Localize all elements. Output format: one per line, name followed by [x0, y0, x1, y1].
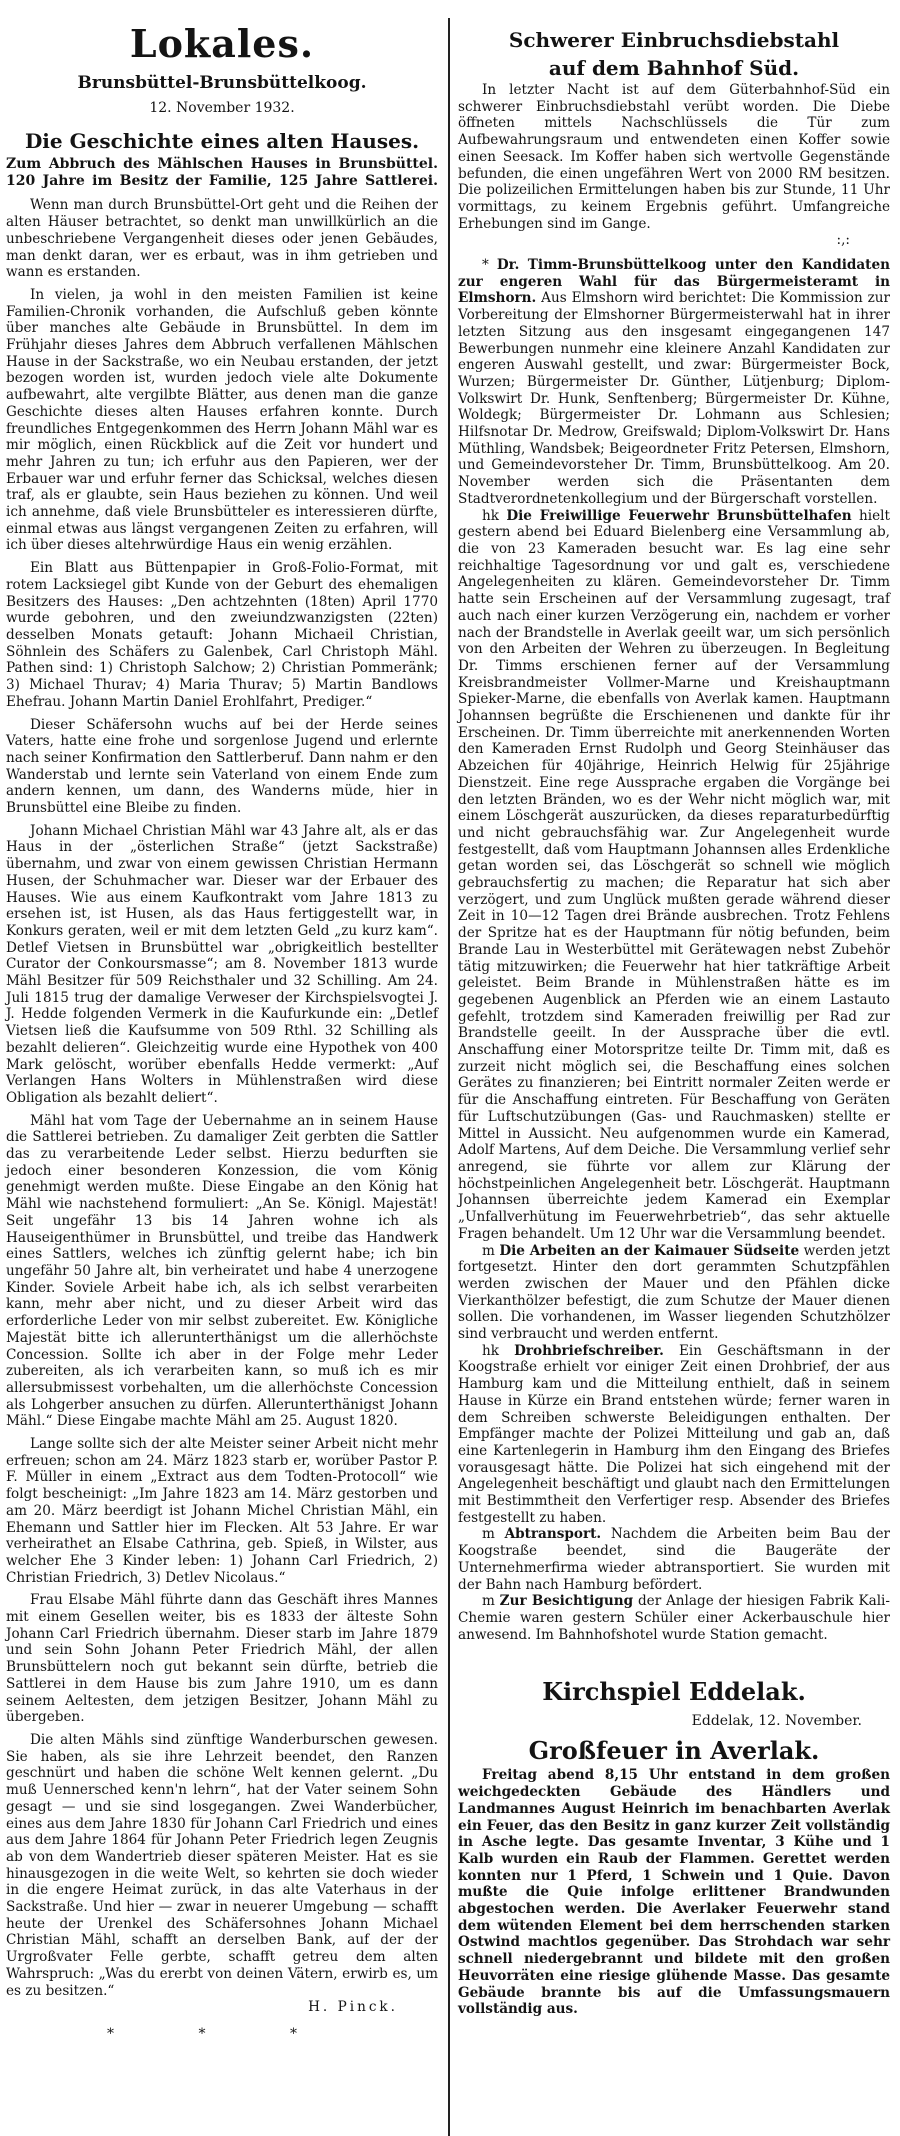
right-column: [458, 0, 890, 2018]
burglary-headline-2: auf dem Bahnhof Süd.: [548, 56, 800, 80]
item-prefix: hk: [482, 507, 507, 524]
burglary-text: In letzter Nacht ist auf dem Güterbahnhof-Süd ein schwerer Einbruchsdiebstahl verübt worden. Die Diebe öffneten mittels Nachschlüssels die Tür zum Aufbewahrungsraum und entwendeten einen Koffer sowie einen Seesack. Im Koffer haben sich wertvolle Gegenstände befunden, die einen ungefähren Wert von 2000 RM besitzen. Die polizeilichen Ermittelungen haben bis zur Stunde, 11 Uhr vormittags, zu keinem Ergebnis geführt. Umfangreiche Erhebungen sind im Gange.: [458, 82, 890, 232]
item-text: Nachdem die Arbeiten beim Bau der Koogstraße beendet, sind die Baugeräte der Unternehmerfirma wieder abtransportiert. Sie wurden mit der Bahn nach Hamburg befördert.: [458, 1526, 890, 1593]
column-divider: [448, 18, 450, 2136]
paragraph: Frau Elsabe Mähl führte dann das Geschäft ihres Mannes mit einem Gesellen weiter, bis es 1833 der älteste Sohn Johann Carl Friedrich übernahm. Dieser starb im Jahre 1879 und sein Sohn Johann Peter Friedrich Mähl, der allen Brunsbüttelern noch gut bekannt sein dürfte, betrieb die Sattlerei in dem Hause bis zum Jahre 1910, um es dann seinem Aeltesten, dem jetzigen Besitzer, Johann Mähl zu übergeben.: [6, 1592, 438, 1726]
item-prefix: m: [482, 1593, 500, 1610]
article-subheadline-2: 120 Jahre im Besitz der Familie, 125 Jahre Sattlerei.: [6, 172, 438, 189]
paragraph: Ein Blatt aus Büttenpapier in Groß-Folio-Format, mit rotem Lacksiegel gibt Kunde von der Geburt des ehemaligen Besitzers des Hauses: „Den achtzehnten (18ten) April 1770 wurde gebohren, und den zweiundzwanzigsten (22ten) desselben Monats getauft: Johann Michaeil Christian, Söhnlein des Schäfers zu Galenbek, Carl Christoph Mähl. Pathen sind: 1) Christoph Salchow; 2) Christian Pommeränk; 3) Michael Thurav; 4) Maria Thurav; 5) Martin Bandlows Ehefrau. Johann Martin Daniel Erohlfahrt, Prediger.“: [6, 560, 438, 710]
section-title-eddelak: Kirchspiel Eddelak.: [542, 1677, 806, 1707]
item-prefix: m: [482, 1242, 500, 1259]
item-prefix: hk: [482, 1342, 515, 1359]
article-subheadline-1: Zum Abbruch des Mählschen Hauses in Brunsbüttel.: [6, 156, 438, 172]
paragraph: Mähl hat vom Tage der Uebernahme an in seinem Hause die Sattlerei betrieben. Zu damaliger Zeit gerbten die Sattler das zu verarbeitende Leder selbst. Hierzu bedurften sie jedoch einer besonderen Konzession, die vom König genehmigt werden mußte. Diese Eingabe an den König hat Mähl wie nachstehend formuliert: „An Se. Königl. Majestät! Seit ungefähr 13 bis 14 Jahren wohne ich als Hauseigenthümer in Brunsbüttel, und treibe das Handwerk eines Sattlers, welches ich zünftig gelernt habe; ich bin ungefähr 50 Jahre alt, bin verheiratet und habe 4 unerzogene Kinder. Soviele Arbeit habe ich, als ich selbst verarbeiten kann, mehr aber nicht, und zu dieser Arbeit wird das erforderliche Leder von mir selbst zubereitet. Ew. Königliche Majestät bitte ich allerunterthänigst um die allerhöchste Concession. Sollte ich aber in der Folge mehr Leder zubereiten, als ich verarbeiten kann, so muß ich es mir allersubmissest vorbehalten, um die allerhöchste Concession als Lohgerber ansuchen zu dürfen. Allerunterthänigst Johann Mähl.“ Diese Eingabe machte Mähl am 25. August 1820.: [6, 1112, 438, 1430]
item-lead: Die Freiwillige Feuerwehr Brunsbüttelhafen: [506, 507, 852, 524]
separator-asterisks: * * *: [107, 2025, 337, 2042]
place-heading: Brunsbüttel-Brunsbüttelkoog.: [77, 73, 367, 93]
item-text: werden jetzt fortgesetzt. Hinter den dort gerammten Schutzpfählen werden zwischen der Mauer und den Pfählen dicke Vierkanthölzer befestigt, die zum Schutze der Mauer dienen sollen. Die vorhandenen, im Wasser liegenden Schutzhölzer sind verbraucht und werden entfernt.: [458, 1242, 891, 1343]
author-name: H. Pinck.: [308, 1999, 398, 2016]
eddelak-dateline: Eddelak, 12. November.: [691, 1713, 862, 1730]
item-lead: Drohbriefschreiber.: [514, 1342, 664, 1359]
paragraph: Johann Michael Christian Mähl war 43 Jahre alt, als er das Haus in der „österlichen Straße“ (jetzt Sackstraße) übernahm, und zwar von einem gewissen Christian Hermann Husen, der Schuhmacher war. Dieser war der Erbauer des Hauses. Wie aus einem Kaufkontrakt vom Jahre 1813 zu ersehen ist, ist Husen, als das Haus fertiggestellt war, in Konkurs geraten, weil er mit dem letzten Geld „zu kurz kam“. Detlef Vietsen in Brunsbüttel war „obrigkeitlich bestellter Curator der Conkoursmasse“; am 8. November 1813 wurde Mähl Besitzer für 509 Reichsthaler und 32 Schilling. Am 24. Juli 1815 trug der damalige Verweser der Kirchspielsvogtei J. J. Hedde folgenden Vermerk in die Kaufurkunde ein: „Detlef Vietsen ließ die Kaufsumme von 509 Rthl. 32 Schilling als bezahlt delieren“. Gleichzeitig wurde eine Hypothek von 400 Mark gelöscht, worüber ebenfalls Hedde vermerkt: „Auf Verlangen Hans Wolters in Mühlenstraßen wird diese Obligation als bezahlt deliert“.: [6, 822, 438, 1106]
news-item-besichtigung: [458, 1593, 890, 1643]
burglary-sign: :,:: [836, 232, 850, 249]
article-headline: Die Geschichte eines alten Hauses.: [24, 129, 420, 153]
paragraph: Lange sollte sich der alte Meister seiner Arbeit nicht mehr erfreuen; schon am 24. März 1823 starb er, worüber Pastor P. F. Müller in einem „Extract aus dem Todten-Protocoll“ wie folgt bescheinigt: „Im Jahre 1823 am 14. März gestorben und am 20. März beerdigt ist Johann Michel Christian Mähl, ein Ehemann und Sattler hier im Flecken. Alt 53 Jahre. Er war verheirathet an Elsabe Cathrina, geb. Spieß, in Wilster, aus welcher Ehe 3 Kinder leben: 1) Johann Carl Friedrich, 2) Christian Friedrich, 3) Detlev Nicolaus.“: [6, 1436, 438, 1586]
dateline: 12. November 1932.: [149, 100, 295, 116]
news-item-feuerwehr: [458, 508, 890, 1243]
paragraph: Dieser Schäfersohn wuchs auf bei der Herde seines Vaters, hatte eine frohe und sorgenlose Jugend und erlernte nach seiner Konfirmation den Sattlerberuf. Dann nahm er den Wanderstab und lernte sein Vaterland von einem Ende zum andern kennen, um dann, des Wanderns müde, hier in Brunsbüttel eine Bleibe zu finden.: [6, 716, 438, 817]
left-column: [6, 0, 438, 2042]
fire-text: Freitag abend 8,15 Uhr entstand in dem großen weichgedeckten Gebäude des Händlers und Landmannes August Heinrich im benachbarten Averlak ein Feuer, das den Besitz in ganz kurzer Zeit vollständig in Asche legte. Das gesamte Inventar, 3 Kühe und 1 Kalb wurden ein Raub der Flammen. Gerettet werden konnten nur 1 Pferd, 1 Schwein und 1 Quie. Davon mußte die Quie infolge erlittener Brandwunden abgestochen werden. Die Averlaker Feuerwehr stand dem wütenden Element bei dem herrschenden starken Ostwind machtlos gegenüber. Das Strohdach war sehr schnell niedergebrannt und bildete mit den großen Heuvorräten eine riesige glühende Masse. Das gesamte Gebäude brannte bis auf die Umfassungsmauern vollständig aus.: [458, 1767, 890, 2018]
item-text: Ein Geschäftsmann in der Koogstraße erhielt vor einiger Zeit einen Drohbrief, der aus Hamburg kam und die Mitteilung enthielt, daß in seinem Hause in Kürze ein Brand entstehen würde; ferner waren in dem Schreiben schwerste Beleidigungen enthalten. Der Empfänger machte der Polizei Mitteilung und gab an, daß eine Kartenlegerin in Hamburg ihm den Eingang des Briefes vorausgesagt hätte. Die Polizei hat sich eingehend mit der Angelegenheit beschäftigt und glaubt nach den Ermittelungen mit Bestimmtheit den Verfertiger resp. Absender des Briefes festgestellt zu haben.: [458, 1342, 890, 1526]
item-text: hielt gestern abend bei Eduard Bielenberg eine Versammlung ab, die von 23 Kameraden besucht war. Es lag eine sehr reichhaltige Tagesordnung vor und galt es, verschiedene Angelegenheiten zu klären. Gemeindevorsteher Dr. Timm hatte sein Erscheinen auf der Versammlung zugesagt, traf auch nach einer kurzen Verzögerung ein, nachdem er vorher nach der Brandstelle in Averlak geeilt war, um sich persönlich von den Arbeiten der Wehren zu überzeugen. In Begleitung Dr. Timms erschienen ferner auf der Versammlung Kreisbrandmeister Vollmer-Marne und Kreishauptmann Spieker-Marne, die ebenfalls von Averlak kamen. Hauptmann Johannsen begrüßte die Erschienenen und dankte für ihr Erscheinen. Dr. Timm überreichte mit anerkennenden Worten den Kameraden Ernst Rudolph und Georg Steinhäuser das Abzeichen für 40jährige, Heinrich Helwig für 25jährige Dienstzeit. Eine rege Aussprache ergaben die Vorgänge bei den letzten Bränden, wo es der Wehr nicht möglich war, mit einem Löschgerät auszurücken, da dieses reparaturbedürftig und nicht gebrauchsfähig war. Zur Angelegenheit wurde festgestellt, daß vom Hauptmann Johannsen alles Erdenkliche getan worden sei, das Löschgerät so schnell wie möglich gebrauchsfertig zu machen; die Reparatur hat sich aber verzögert, und zum Unglück mußten gerade während dieser Zeit in 10—12 Tagen drei Brände ausbrechen. Trotz Fehlens der Spritze hat es der Hauptmann für nötig befunden, beim Brande Lau in Westerbüttel mit Gerätewagen nebst Zubehör tätig mitzuwirken; die Feuerwehr hat hier tatkräftige Arbeit geleistet. Beim Brande in Mühlenstraßen hätte es im gegebenen Augenblick an Pferden wie an einem Lastauto gefehlt, trotzdem sind Kameraden freiwillig per Rad zur Brandstelle geeilt. In der Aussprache über die evtl. Anschaffung einer Motorspritze teilte Dr. Timm mit, daß es zurzeit nicht möglich sei, die Beschaffung eines solchen Gerätes zu finanzieren; bei Eintritt normaler Zeiten werde er für die Anschaffung eintreten. Für Beschaffung von Geräten für Luftschutzübungen (Gas- und Rauchmasken) stellte er Mittel in Aussicht. Neu aufgenommen wurde ein Kamerad, Adolf Martens, Auf dem Deiche. Die Versammlung verlief sehr anregend, sie führte vor allem zur Klärung der höchstpeinlichen Angelegenheit betr. Löschgerät. Hauptmann Johannsen überreichte jedem Kamerad ein Exemplar „Unfallverhütung im Feuerwehrbetrieb“, das sehr aktuelle Fragen behandelt. Um 12 Uhr war die Versammlung beendet.: [458, 507, 890, 1242]
item-lead: Die Arbeiten an der Kaimauer Südseite: [499, 1242, 800, 1259]
paragraph: Wenn man durch Brunsbüttel-Ort geht und die Reihen der alten Häuser betrachtet, so denkt man unwillkürlich an die unbeschriebene Vergangenheit dieses oder jenen Gebäudes, man denkt daran, wer es erbaut, was in ihm getrieben und wann es erstanden.: [6, 197, 438, 281]
item-lead: Dr. Timm-Brunsbüttelkoog unter den Kandidaten zur engeren Wahl für das Bürgermeisteramt in Elmshorn.: [458, 257, 890, 307]
item-text: Aus Elmshorn wird berichtet: Die Kommission zur Vorbereitung der Elmshorner Bürgermeisterwahl hat in ihrer letzten Sitzung aus den insgesamt eingegangenen 147 Bewerbungen nunmehr eine kleinere Anzahl Kandidaten zur engeren Auswahl gestellt, und zwar: Bürgermeister Bock, Wurzen; Bürgermeister Dr. Günther, Lütjenburg; Diplom-Volkswirt Dr. Hunk, Senftenberg; Bürgermeister Dr. Kühne, Woldegk; Bürgermeister Dr. Lohmann aus Schlesien; Hilfsnotar Dr. Medrow, Greifswald; Diplom-Volkswirt Dr. Hans Müthling, Wandsbek; Beigeordneter Fritz Petersen, Elmshorn, und Gemeindevorsteher Dr. Timm, Brunsbüttelkoog. Am 20. November werden sich die Präsentanten dem Stadtverordnetenkollegium und der Bürgerschaft vorstellen.: [458, 290, 890, 507]
news-item-drohbrief: [458, 1343, 890, 1527]
paragraph: In vielen, ja wohl in den meisten Familien ist keine Familien-Chronik vorhanden, die Aufschluß geben könnte über manches alte Gebäude in Brunsbüttel. In dem im Frühjahr dieses Jahres dem Abbruch verfallenen Mählschen Hause in der Sackstraße, wo ein Neubau erstanden, der jetzt bezogen worden ist, wurden jedoch viele alte Dokumente aufbewahrt, alte vergilbte Blätter, aus denen man die ganze Geschichte dieses alten Hauses erfahren konnte. Durch freundliches Entgegenkommen des Herrn Johann Mähl war es mir möglich, einen Rückblick auf die Zeit vor hundert und mehr Jahren zu tun; ich erfuhr aus den Papieren, wer der Erbauer war und erfuhr ferner das Schicksal, welches diesen traf, als er glaubte, sein Haus beziehen zu können. Und weil ich annehme, daß viele Brunsbütteler es interessieren dürfte, einmal etwas aus längst vergangenen Zeiten zu erfahren, will ich über dieses altehrwürdige Haus ein wenig erzählen.: [6, 286, 438, 554]
news-item-elmshorn: [458, 257, 890, 508]
author-signature: [6, 1999, 438, 2016]
news-item-abtransport: [458, 1526, 890, 1593]
item-lead: Abtransport.: [504, 1526, 602, 1543]
news-item-kaimauer: [458, 1243, 890, 1343]
item-lead: Zur Besichtigung: [499, 1593, 634, 1610]
item-text: der Anlage der hiesigen Fabrik Kali-Chemie waren gestern Schüler einer Ackerbauschule hier anwesend. Im Bahnhofshotel wurde Station gemacht.: [458, 1593, 890, 1643]
paragraph: Die alten Mähls sind zünftige Wanderburschen gewesen. Sie haben, als sie ihre Lehrzeit beendet, den Ranzen geschnürt und haben die schöne Welt kennen gelernt. „Du muß Uennersched kenn'n lehrn“, hat der Vater seinem Sohn gesagt — und sie sind losgegangen. Zwei Wanderbücher, eines aus dem Jahre 1830 für Johann Carl Friedrich und eines aus dem Jahre 1864 für Johann Peter Friedrich legen Zeugnis ab von dem Wandertrieb dieser späteren Meister. Hat es sie hinausgezogen in die weite Welt, so kehrten sie doch wieder in die engere Heimat zurück, in das alte Vaterhaus in der Sackstraße. Und hier — zwar in neuerer Umgebung — schafft heute der Urenkel des Schäfersohnes Johann Michael Christian Mähl, schafft an derselben Bank, auf der der Urgroßvater Felle gerbte, schafft getreu dem alten Wahrspruch: „Was du ererbt von deinen Vätern, erwirb es, um es zu besitzen.“: [6, 1731, 438, 1999]
burglary-headline-1: Schwerer Einbruchsdiebstahl: [508, 28, 840, 52]
section-title-lokales: Lokales.: [129, 21, 315, 66]
fire-headline: Großfeuer in Averlak.: [528, 1736, 820, 1766]
item-prefix: *: [482, 257, 497, 274]
item-prefix: m: [482, 1526, 505, 1543]
